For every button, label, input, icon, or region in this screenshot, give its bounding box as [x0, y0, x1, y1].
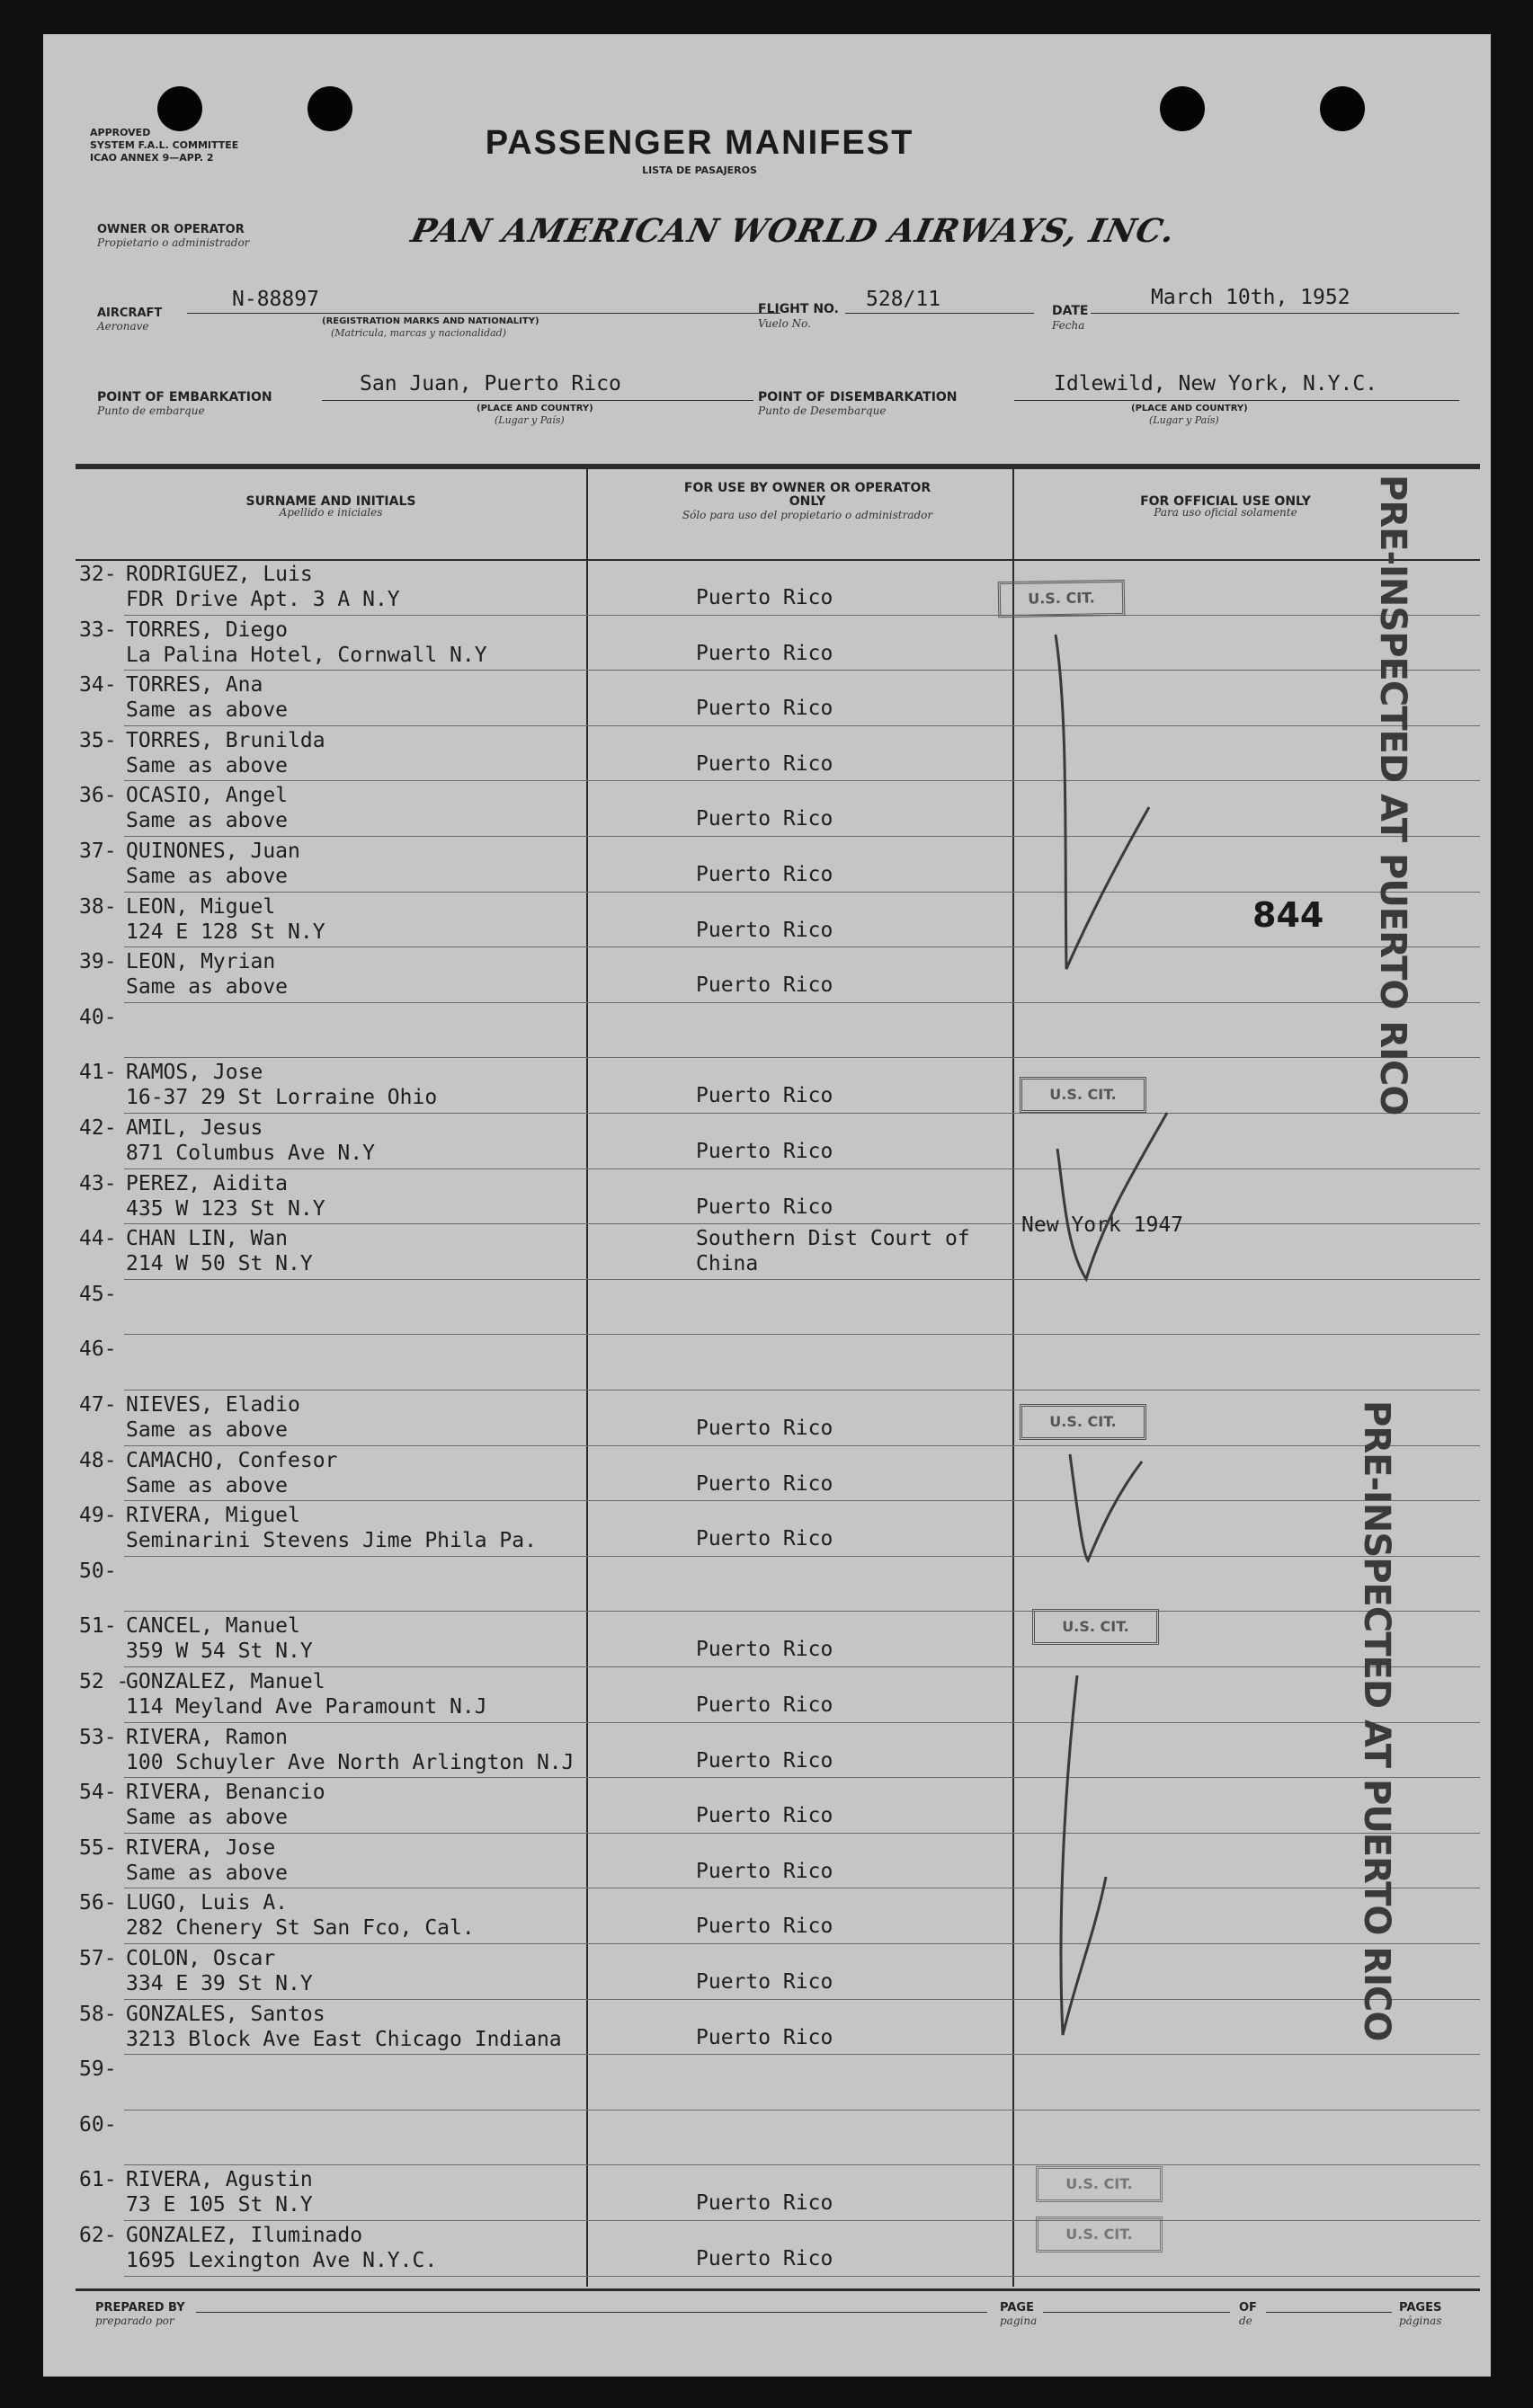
passenger-origin: Puerto Rico — [696, 1748, 833, 1773]
passenger-name: CANCEL, Manuel — [126, 1614, 300, 1639]
passenger-address: La Palina Hotel, Cornwall N.Y — [126, 643, 487, 667]
row-number: 36- — [79, 784, 117, 808]
citizen-stamp: U.S. CIT. — [998, 580, 1126, 618]
column-subtitle: Apellido e iniciales — [279, 506, 383, 519]
row-number: 61- — [79, 2168, 117, 2192]
row-number: 47- — [79, 1393, 117, 1417]
passenger-name: GONZALEZ, Iluminado — [126, 2224, 363, 2247]
flight-value: 528/11 — [866, 288, 941, 311]
underline — [845, 313, 1034, 314]
passenger-name: LEON, Miguel — [126, 894, 276, 919]
row-number: 57- — [79, 1947, 117, 1970]
handwritten-number: 844 — [1252, 895, 1324, 935]
disembark-label-es: Punto de Desembarque — [758, 404, 887, 417]
row-number: 42- — [79, 1116, 117, 1140]
row-number: 32- — [79, 563, 117, 586]
row44-official-note: New York 1947 — [1021, 1213, 1184, 1237]
passenger-name: TORRES, Brunilda — [126, 728, 325, 752]
row-rule — [124, 1113, 1480, 1114]
date-label: DATE — [1052, 304, 1089, 318]
place-note-es: (Lugar y País) — [1149, 414, 1219, 426]
table-top-rule — [76, 464, 1480, 469]
column-subtitle: Para uso oficial solamente — [1154, 506, 1297, 519]
row-number: 43- — [79, 1171, 117, 1195]
approval-line: APPROVED — [90, 127, 151, 138]
row-number: 33- — [79, 618, 117, 642]
row-rule — [124, 1722, 1480, 1723]
passenger-origin: Puerto Rico — [696, 2191, 833, 2216]
passenger-name: RIVERA, Benancio — [126, 1781, 325, 1805]
passenger-address: Seminarini Stevens Jime Phila Pa. — [126, 1529, 537, 1553]
punch-hole — [1320, 86, 1365, 131]
passenger-address: Same as above — [126, 753, 289, 777]
passenger-name: GONZALEZ, Manuel — [126, 1670, 325, 1693]
pages-label-es: páginas — [1399, 2315, 1442, 2327]
passenger-origin: Puerto Rico — [696, 1804, 833, 1828]
passenger-origin: Southern Dist Court of — [696, 1227, 970, 1251]
passenger-name: RIVERA, Agustin — [126, 2168, 313, 2192]
owner-label: OWNER OR OPERATOR — [97, 223, 245, 236]
row-number: 54- — [79, 1781, 117, 1805]
passenger-address: 100 Schuyler Ave North Arlington N.J — [126, 1750, 575, 1774]
prepared-label: PREPARED BY — [95, 2301, 185, 2315]
flight-label-es: Vuelo No. — [758, 317, 811, 330]
check-mark — [1057, 1113, 1167, 1279]
disembark-label: POINT OF DISEMBARKATION — [758, 390, 958, 404]
table-bottom-rule — [76, 2288, 1480, 2291]
passenger-address: 3213 Block Ave East Chicago Indiana — [126, 2027, 562, 2051]
row-rule — [124, 1500, 1480, 1501]
underline — [187, 313, 780, 314]
passenger-name: CAMACHO, Confesor — [126, 1448, 338, 1472]
row-rule — [124, 725, 1480, 726]
page-subtitle: LISTA DE PASAJEROS — [642, 164, 757, 176]
preinspection-stamp: PRE-INSPECTED AT PUERTO RICO — [1372, 475, 1413, 1115]
passenger-name: AMIL, Jesus — [126, 1116, 263, 1140]
passenger-address: Same as above — [126, 698, 289, 723]
aircraft-label-es: Aeronave — [97, 320, 149, 333]
row-number: 44- — [79, 1227, 117, 1251]
aircraft-label: AIRCRAFT — [97, 307, 163, 320]
embark-value: San Juan, Puerto Rico — [360, 372, 621, 395]
aircraft-note-es: (Matricula, marcas y nacionalidad) — [331, 327, 506, 339]
flight-label: FLIGHT NO. — [758, 302, 839, 316]
passenger-name: RIVERA, Jose — [126, 1835, 276, 1860]
passenger-origin: Puerto Rico — [696, 863, 833, 886]
row-number: 55- — [79, 1835, 117, 1860]
underline — [322, 400, 753, 401]
passenger-origin-line2: China — [696, 1252, 759, 1276]
passenger-name: PEREZ, Aidita — [126, 1171, 289, 1195]
passenger-name: LEON, Myrian — [126, 950, 276, 974]
passenger-address: Same as above — [126, 809, 289, 833]
passenger-origin: Puerto Rico — [696, 1471, 833, 1496]
passenger-origin: Puerto Rico — [696, 1970, 833, 1994]
place-note-es: (Lugar y País) — [495, 414, 565, 426]
passenger-name: QUINONES, Juan — [126, 840, 300, 863]
row-rule — [124, 780, 1480, 781]
row-rule — [124, 1279, 1480, 1280]
passenger-origin: Puerto Rico — [696, 2025, 833, 2049]
underline — [1266, 2312, 1392, 2313]
row-rule — [124, 1999, 1480, 2000]
place-note: (PLACE AND COUNTRY) — [477, 404, 593, 413]
row-number: 37- — [79, 840, 117, 863]
row-number: 49- — [79, 1504, 117, 1528]
column-subtitle: Sólo para uso del propietario o administrador — [682, 509, 933, 521]
punch-hole — [157, 86, 202, 131]
passenger-origin: Puerto Rico — [696, 1693, 833, 1717]
row-number: 48- — [79, 1448, 117, 1472]
check-mark — [1061, 1675, 1106, 2035]
passenger-origin: Puerto Rico — [696, 697, 833, 721]
row-number: 46- — [79, 1337, 117, 1362]
aircraft-value: N-88897 — [232, 288, 319, 311]
column-header-operator — [673, 482, 942, 521]
underline — [1014, 400, 1459, 401]
passenger-address: Same as above — [126, 1861, 289, 1885]
row-rule — [124, 1168, 1480, 1169]
passenger-origin: Puerto Rico — [696, 1915, 833, 1939]
row-number: 53- — [79, 1725, 117, 1749]
column-header-name — [76, 496, 586, 519]
passenger-address: 114 Meyland Ave Paramount N.J — [126, 1695, 487, 1719]
passenger-address: 282 Chenery St San Fco, Cal. — [126, 1916, 475, 1941]
row-number: 45- — [79, 1282, 117, 1306]
row-rule — [124, 1611, 1480, 1612]
of-label-es: de — [1239, 2315, 1252, 2327]
passenger-origin: Puerto Rico — [696, 1527, 833, 1551]
owner-label-es: Propietario o administrador — [97, 236, 250, 249]
passenger-origin: Puerto Rico — [696, 751, 833, 776]
row-number: 52 - — [79, 1670, 129, 1693]
row-rule — [124, 1390, 1480, 1391]
row-number: 41- — [79, 1061, 117, 1085]
passenger-name: OCASIO, Angel — [126, 784, 289, 808]
passenger-address: Same as above — [126, 1473, 289, 1497]
passenger-origin: Puerto Rico — [696, 1859, 833, 1883]
header-bottom-rule — [76, 559, 1480, 561]
embark-label-es: Punto de embarque — [97, 404, 205, 417]
row-number: 50- — [79, 1559, 117, 1583]
citizen-stamp: U.S. CIT. — [1036, 2217, 1163, 2253]
passenger-name: TORRES, Diego — [126, 618, 289, 642]
column-title: FOR OFFICIAL USE ONLY — [1140, 494, 1311, 509]
passenger-address: FDR Drive Apt. 3 A N.Y — [126, 588, 400, 611]
row-rule — [124, 836, 1480, 837]
prepared-label-es: preparado por — [95, 2315, 174, 2327]
citizen-stamp: U.S. CIT. — [1032, 1609, 1159, 1645]
row-number: 51- — [79, 1614, 117, 1639]
passenger-address: 359 W 54 St N.Y — [126, 1639, 313, 1664]
punch-hole — [307, 86, 352, 131]
passenger-origin: Puerto Rico — [696, 641, 833, 665]
row-number: 38- — [79, 894, 117, 919]
passenger-address: Same as above — [126, 975, 289, 1000]
column-title: SURNAME AND INITIALS — [245, 494, 416, 509]
passenger-address: 124 E 128 St N.Y — [126, 920, 325, 944]
embark-label: POINT OF EMBARKATION — [97, 390, 272, 404]
row-rule — [124, 2220, 1480, 2221]
row-rule — [124, 1223, 1480, 1224]
passenger-name: RIVERA, Ramon — [126, 1725, 289, 1749]
row-rule — [124, 1334, 1480, 1335]
preinspection-stamp: PRE-INSPECTED AT PUERTO RICO — [1356, 1400, 1397, 2041]
passenger-address: Same as above — [126, 865, 289, 888]
passenger-address: 214 W 50 St N.Y — [126, 1252, 313, 1276]
of-label: OF — [1239, 2301, 1257, 2315]
passenger-origin: Puerto Rico — [696, 807, 833, 831]
passenger-name: NIEVES, Eladio — [126, 1393, 300, 1417]
passenger-origin: Puerto Rico — [696, 2247, 833, 2270]
approval-line: ICAO ANNEX 9—APP. 2 — [90, 152, 214, 164]
row-rule — [124, 946, 1480, 947]
passenger-origin: Puerto Rico — [696, 973, 833, 998]
citizen-stamp: U.S. CIT. — [1020, 1077, 1146, 1113]
passenger-origin: Puerto Rico — [696, 1417, 833, 1440]
passenger-address: 334 E 39 St N.Y — [126, 1972, 313, 1995]
aircraft-note: (REGISTRATION MARKS AND NATIONALITY) — [322, 316, 539, 326]
passenger-address: 435 W 123 St N.Y — [126, 1196, 325, 1221]
passenger-origin: Puerto Rico — [696, 586, 833, 609]
passenger-origin: Puerto Rico — [696, 1084, 833, 1108]
row-rule — [124, 1777, 1480, 1778]
column-title: FOR USE BY OWNER OR OPERATOR ONLY — [683, 481, 931, 509]
operator-name: PAN AMERICAN WORLD AIRWAYS, INC. — [407, 212, 1180, 250]
column-divider — [586, 469, 588, 2287]
place-note: (PLACE AND COUNTRY) — [1131, 404, 1248, 413]
row-rule — [124, 2164, 1480, 2165]
passenger-name: CHAN LIN, Wan — [126, 1227, 289, 1251]
page-label: PAGE — [1000, 2301, 1034, 2315]
row-rule — [124, 1445, 1480, 1446]
underline — [1043, 2312, 1230, 2313]
row-rule — [124, 670, 1480, 671]
row-rule — [124, 1666, 1480, 1667]
punch-hole — [1160, 86, 1205, 131]
passenger-address: 1695 Lexington Ave N.Y.C. — [126, 2249, 438, 2272]
page-label-es: pagina — [1000, 2315, 1038, 2327]
row-rule — [124, 2054, 1480, 2055]
page-title: PASSENGER MANIFEST — [485, 124, 914, 162]
passenger-name: RAMOS, Jose — [126, 1061, 263, 1085]
row-number: 34- — [79, 673, 117, 698]
passenger-name: GONZALES, Santos — [126, 2002, 325, 2026]
row-rule — [124, 1943, 1480, 1944]
date-value: March 10th, 1952 — [1151, 286, 1350, 309]
check-mark — [1070, 1454, 1142, 1560]
passenger-name: LUGO, Luis A. — [126, 1891, 289, 1915]
column-divider — [1012, 469, 1014, 2287]
passenger-address: 73 E 105 St N.Y — [126, 2193, 313, 2217]
row-number: 40- — [79, 1005, 117, 1029]
row-rule — [124, 892, 1480, 893]
passenger-address: Same as above — [126, 1418, 289, 1442]
passenger-origin: Puerto Rico — [696, 1638, 833, 1662]
row-number: 56- — [79, 1891, 117, 1915]
column-header-official — [1077, 496, 1374, 519]
manifest-page — [43, 34, 1491, 2377]
passenger-origin: Puerto Rico — [696, 1195, 833, 1219]
passenger-address: 871 Columbus Ave N.Y — [126, 1142, 375, 1165]
disembark-value: Idlewild, New York, N.Y.C. — [1054, 372, 1378, 395]
citizen-stamp: U.S. CIT. — [1036, 2166, 1163, 2202]
passenger-name: COLON, Oscar — [126, 1947, 276, 1970]
passenger-address: 16-37 29 St Lorraine Ohio — [126, 1086, 438, 1110]
passenger-name: RODRIGUEZ, Luis — [126, 563, 313, 586]
row-number: 58- — [79, 2002, 117, 2026]
row-rule — [124, 1057, 1480, 1058]
row-number: 59- — [79, 2057, 117, 2082]
row-rule — [124, 2276, 1480, 2277]
row-number: 60- — [79, 2112, 117, 2137]
row-number: 62- — [79, 2224, 117, 2247]
passenger-address: Same as above — [126, 1806, 289, 1830]
approval-line: SYSTEM F.A.L. COMMITTEE — [90, 139, 239, 151]
row-rule — [124, 615, 1480, 616]
row-rule — [124, 1833, 1480, 1834]
row-rule — [124, 1002, 1480, 1003]
passenger-origin: Puerto Rico — [696, 918, 833, 942]
passenger-name: TORRES, Ana — [126, 673, 263, 698]
check-mark — [1056, 635, 1149, 969]
pages-label: PAGES — [1399, 2301, 1442, 2315]
row-number: 39- — [79, 950, 117, 974]
passenger-name: RIVERA, Miguel — [126, 1504, 300, 1528]
underline — [196, 2312, 987, 2313]
underline — [1091, 313, 1459, 314]
row-rule — [124, 1556, 1480, 1557]
citizen-stamp: U.S. CIT. — [1020, 1404, 1146, 1440]
passenger-origin: Puerto Rico — [696, 1140, 833, 1163]
row-number: 35- — [79, 728, 117, 752]
date-label-es: Fecha — [1052, 319, 1085, 332]
